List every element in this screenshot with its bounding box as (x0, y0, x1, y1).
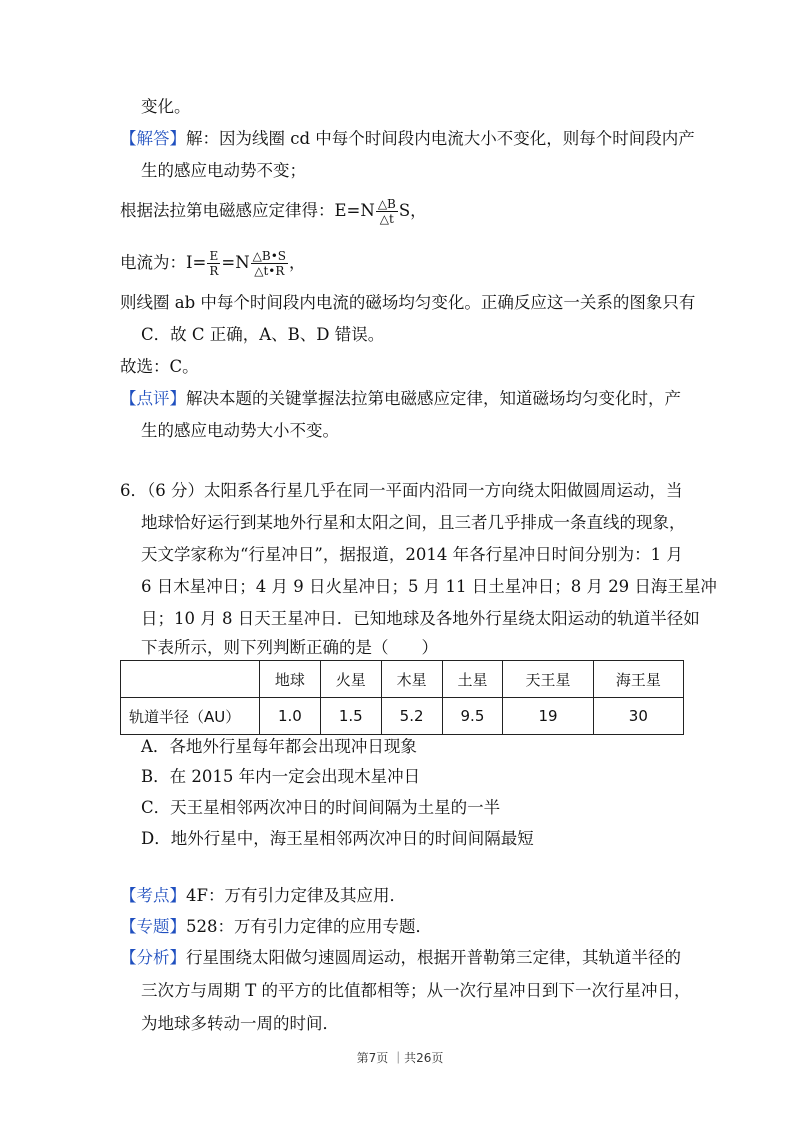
fraction-denominator: R (209, 264, 219, 278)
table-header-cell: 火星 (320, 661, 381, 698)
orbit-radius-table (120, 660, 684, 735)
table-row (121, 698, 684, 735)
fenxi-line-1 (120, 947, 681, 969)
answer-line-2: 生的感应电动势不变； (141, 161, 306, 180)
option-b: B．在 2015 年内一定会出现木星冲日 (141, 767, 421, 786)
table-header-cell: 木星 (381, 661, 442, 698)
fraction-numerator: △B (377, 197, 396, 211)
table-cell: 1.0 (260, 698, 321, 735)
question-line-6: 下表所示，则下列判断正确的是（ ） (141, 638, 438, 657)
table-cell: 1.5 (320, 698, 381, 735)
fraction-denominator: △t•R (254, 264, 285, 278)
kaodian-line (120, 885, 406, 907)
question-line-4: 6 日木星冲日；4 月 9 日火星冲日；5 月 11 日土星冲日；8 月 29 日海王星冲 (141, 577, 717, 596)
formula-text: =N (221, 253, 250, 272)
kaodian-text: 4F：万有引力定律及其应用． (186, 886, 406, 905)
table-header-row (121, 661, 684, 698)
question-line-5: 日；10 月 8 日天王星冲日．已知地球及各地外行星绕太阳运动的轨道半径如 (141, 609, 700, 628)
answer-choice: 故选：C。 (120, 357, 199, 376)
text-line: 变化。 (141, 97, 191, 116)
table-header-cell (121, 661, 260, 698)
formula-text: S， (398, 201, 427, 220)
formula-text: 电流为：I= (120, 253, 207, 272)
table-cell: 19 (503, 698, 593, 735)
table-header-cell: 地球 (260, 661, 321, 698)
answer-line-1 (120, 128, 695, 150)
review-line-2: 生的感应电动势大小不变。 (141, 421, 339, 440)
answer-line-3: 则线圈 ab 中每个时间段内电流的磁场均匀变化。正确反应这一关系的图象只有 (120, 293, 696, 312)
formula-text: ， (289, 253, 306, 272)
fraction (207, 249, 220, 278)
table-cell: 5.2 (381, 698, 442, 735)
formula-text: 根据法拉第电磁感应定律得：E=N (120, 201, 375, 220)
option-d: D．地外行星中，海王星相邻两次冲日的时间间隔最短 (141, 829, 534, 848)
answer-line-4: C．故 C 正确，A、B、D 错误。 (141, 325, 385, 344)
fenxi-line-2: 三次方与周期 T 的平方的比值都相等；从一次行星冲日到下一次行星冲日， (141, 981, 691, 1000)
faraday-formula (120, 196, 427, 226)
answer-tag: 【解答】 (120, 129, 186, 148)
page-footer: 第7页 ｜共26页 (356, 1051, 444, 1065)
review-text: 解决本题的关键掌握法拉第电磁感应定律，知道磁场均匀变化时，产 (186, 389, 681, 408)
fraction (251, 249, 288, 278)
table-header-cell: 天王星 (503, 661, 593, 698)
fenxi-line-3: 为地球多转动一周的时间． (141, 1014, 339, 1033)
fraction-numerator: E (207, 249, 220, 264)
zhuanti-tag: 【专题】 (120, 917, 186, 936)
option-c: C．天王星相邻两次冲日的时间间隔为土星的一半 (141, 798, 501, 817)
table-cell: 9.5 (442, 698, 503, 735)
kaodian-tag: 【考点】 (120, 886, 186, 905)
answer-text: 解：因为线圈 cd 中每个时间段内电流大小不变化，则每个时间段内产 (186, 129, 695, 148)
review-tag: 【点评】 (120, 389, 186, 408)
table-header-cell: 海王星 (593, 661, 683, 698)
table-row-label: 轨道半径（AU） (121, 698, 260, 735)
fraction-numerator: △B•S (252, 249, 287, 263)
zhuanti-line (120, 916, 432, 938)
review-line-1 (120, 388, 681, 410)
question-line-3: 天文学家称为“行星冲日”，据报道，2014 年各行星冲日时间分别为：1 月 (141, 545, 683, 564)
fenxi-tag: 【分析】 (120, 948, 186, 967)
question-line-2: 地球恰好运行到某地外行星和太阳之间，且三者几乎排成一条直线的现象， (141, 513, 686, 532)
table-header-cell: 土星 (442, 661, 503, 698)
fraction (376, 197, 398, 226)
current-formula (120, 248, 306, 278)
fenxi-text: 行星围绕太阳做匀速圆周运动，根据开普勒第三定律，其轨道半径的 (186, 948, 681, 967)
zhuanti-text: 528：万有引力定律的应用专题． (186, 917, 432, 936)
table-cell: 30 (593, 698, 683, 735)
fraction-denominator: △t (379, 212, 394, 226)
question-line-1: 6．（6 分）太阳系各行星几乎在同一平面内沿同一方向绕太阳做圆周运动，当 (120, 481, 683, 500)
option-a: A．各地外行星每年都会出现冲日现象 (141, 737, 417, 756)
